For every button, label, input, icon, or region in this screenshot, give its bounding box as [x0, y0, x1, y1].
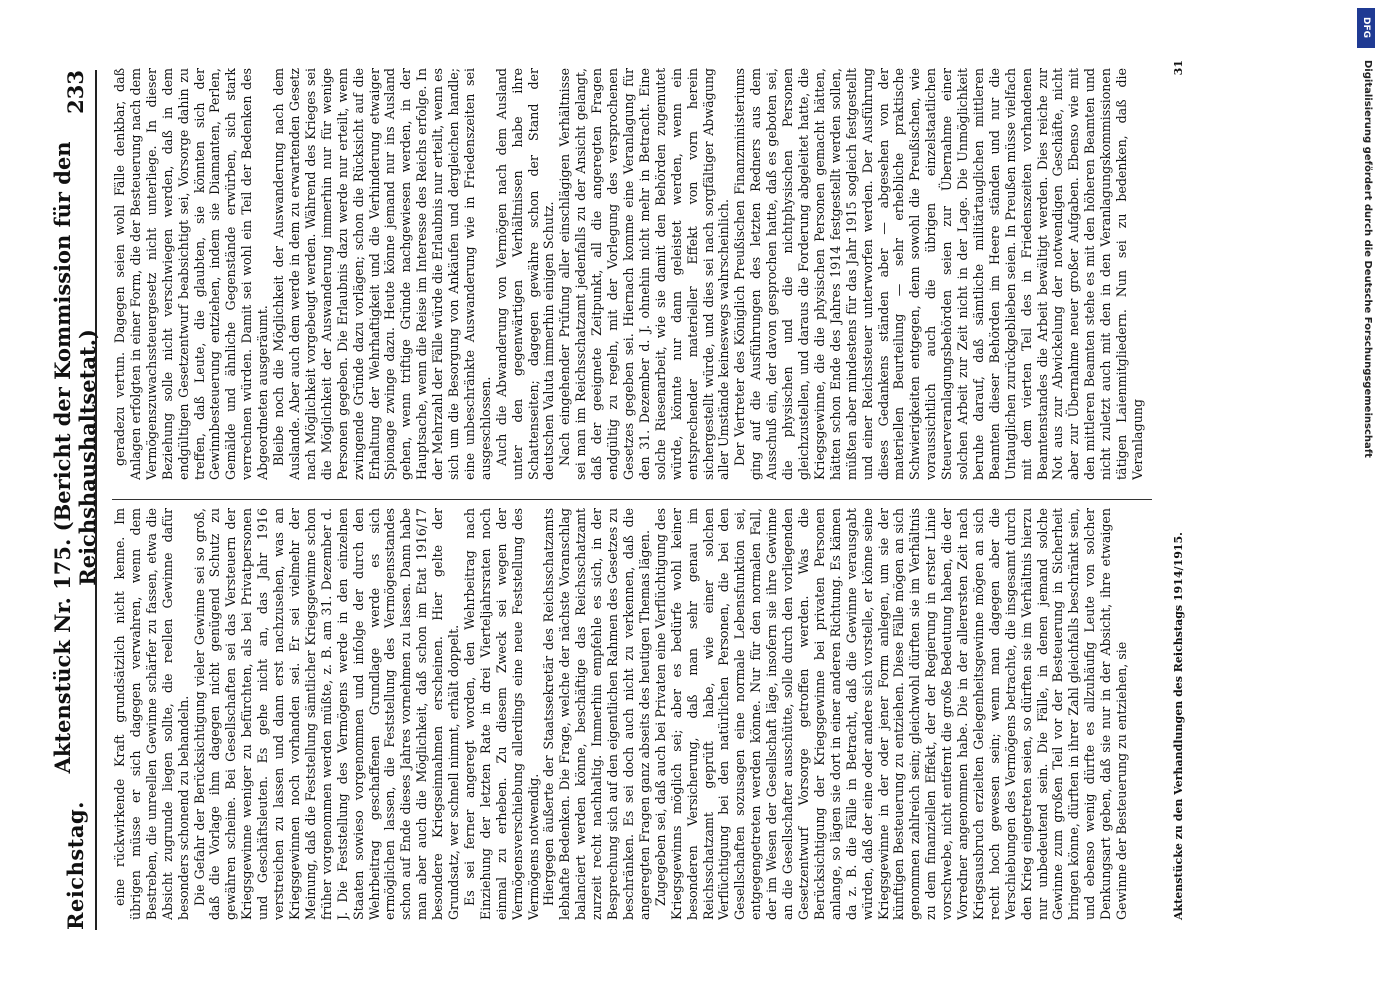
column-divider: [112, 499, 1152, 500]
paragraph: Die Gefahr der Berücksichtigung vieler Gewinne sei so groß, daß die Vorlage ihm dagegen nicht genügend Schutz zu gewähren scheine. Bei Gesellschaften sei das Versteuern der Kriegsgewinne weniger zu befürchten, als bei Privatpersonen und Geschäftsleuten. Es gehe nicht an, das Jahr 1916 verstreichen zu lassen und dann erst nachzusehen, was an Kriegsgewinnen noch vorhanden sei. Er sei vielmehr der Meinung, daß die Feststellung sämtlicher Kriegsgewinne schon früher vorgenommen werden müßte, z. B. am 31. Dezember d. J. Die Feststellung des Vermögens werde in den einzelnen Staaten sowieso vorgenommen und infolge der durch den Wehrbeitrag geschaffenen Grundlage werde es sich ermöglichen lassen, die Feststellung des Vermögensstandes schon auf Ende dieses Jahres vornehmen zu lassen. Dann habe man aber auch die Möglichkeit, daß schon im Etat 1916/17 besondere Kriegseinnahmen erscheinen. Hier gelte der Grundsatz, wer schnell nimmt, erhält doppelt.: [191, 508, 462, 920]
page-footer: [1172, 60, 1192, 920]
paragraph: Nach eingehender Prüfung aller einschlägigen Verhältnisse sei man im Reichsschatzamt jedenfalls zu der Ansicht gelangt, daß der geeignete Zeitpunkt, all die angeregten Fragen endgültig zu regeln, mit der Vorlegung des versprochenen Gesetzes gegeben sei. Hiernach komme eine Veranlagung für den 31. Dezember d. J. ohnehin nicht mehr in Betracht. Eine solche Riesenarbeit, wie sie damit den Behörden zugemutet würde, könnte nur dann geleistet werden, wenn ein entsprechender materieller Effekt von vorn herein sichergestellt würde, und dies sei nach sorgfältiger Abwägung aller Umstände keineswegs wahrscheinlich.: [557, 68, 732, 480]
left-column: [112, 508, 1157, 920]
paragraph: eine rückwirkende Kraft grundsätzlich nicht kenne. Im übrigen müsse er sich dagegen verwahren, wenn dem Bestreben, die unreellen Gewinne schärfer zu fassen, etwa die Absicht zugrunde liegen sollte, die reellen Gewinne dafür besonders schonend zu behandeln.: [112, 508, 191, 920]
paragraph: Zugegeben sei, daß auch bei Privaten eine Verflüchtigung des Kriegsgewinns möglich sei; aber es bedürfe wohl keiner besonderen Versicherung, daß man sehr genau im Reichsschatzamt geprüft habe, wie einer solchen Verflüchtigung bei den natürlichen Personen, die bei den Gesellschaften sozusagen eine normale Lebensfunktion sei, entgegengetreten werden könne. Nur für den normalen Fall, der im Wesen der Gesellschaft läge, insofern sie ihre Gewinne an die Gesellschafter ausschütte, solle durch den vorliegenden Gesetzentwurf Vorsorge getroffen werden. Was die Berücksichtigung der Kriegsgewinne bei privaten Personen anlange, so lägen sie dort in einer anderen Richtung. Es kämen da z. B. die Fälle in Betracht, daß die Gewinne verausgabt würden, daß der eine oder andere sich vorstelle, er könne seine Kriegsgewinne in der oder jener Form anlegen, um sie der künftigen Besteuerung zu entziehen. Diese Fälle mögen an sich genommen zahlreich sein; gleichwohl dürften sie im Verhältnis zu dem finanziellen Effekt, der der Regierung in erster Linie vorschwebe, nicht entfernt die große Bedeutung haben, die der Vorredner angenommen habe. Die in der allerersten Zeit nach Kriegsausbruch erzielten Gelegenheitsgewinne mögen an sich recht hoch gewesen sein; wenn man dagegen aber die Verschiebungen des Vermögens betrachte, die insgesamt durch den Krieg eingetreten seien, so dürften sie im Verhältnis hierzu nur unbedeutend sein. Die Fälle, in denen jemand solche Gewinne zum großen Teil vor der Besteuerung in Sicherheit bringen könne, dürften in ihrer Zahl gleichfalls beschränkt sein, und ebenso wenig dürfte es allzuhäufig Leute von solcher Denkungsart geben, daß sie nur in der Absicht, ihre etwaigen Gewinne der Besteuerung zu entziehen, sie: [652, 508, 1130, 920]
paragraph: Bleibe noch die Möglichkeit der Auswanderung nach dem Auslande. Aber auch dem werde in dem zu erwartenden Gesetz nach Möglichkeit vorgebeugt werden. Während des Krieges sei die Möglichkeit der Auswanderung immerhin nur für wenige Personen gegeben. Die Erlaubnis dazu werde nur erteilt, wenn zwingende Gründe dazu vorlägen; schon die Rücksicht auf die Erhaltung der Wehrhaftigkeit und die Verhinderung etwaiger Spionage zwinge dazu. Heute könne jemand nur ins Ausland gehen, wenn triftige Gründe nachgewiesen werden, in der Hauptsache, wenn die Reise im Interesse des Reichs erfolge. In der Mehrzahl der Fälle würde die Erlaubnis nur erteilt, wenn es sich um die Besorgung von Ankäufen und dergleichen handle; eine unbeschränkte Auswanderung wie in Friedenszeiten sei ausgeschlossen.: [271, 68, 493, 480]
header-left: Reichstag.: [62, 801, 88, 930]
header-title: Aktenstück Nr. 175. (Bericht der Kommission für den Reichshaushaltsetat.): [50, 141, 100, 774]
footer-signature: 31: [1172, 60, 1185, 76]
paragraph: geradezu vertun. Dagegen seien wohl Fälle denkbar, daß Anlagen erfolgten in einer Form, die der Besteuerung nach dem Vermögenszuwachssteuergesetz nicht unterliege. In dieser Beziehung solle nicht verschwiegen werden, daß in dem endgültigen Gesetzentwurf beabsichtigt sei, Vorsorge dahin zu treffen, daß Leute, die glaubten, sie könnten sich der Gewinnbesteuerung entziehen, indem sie Diamanten, Perlen, Gemälde und ähnliche Gegenstände erwürben, sich stark verrechnen würden. Damit sei wohl ein Teil der Bedenken des Abgeordneten ausgeräumt.: [112, 68, 271, 480]
footer-source: Aktenstücke zu den Verhandlungen des Reichstags 1914/1915.: [1172, 532, 1185, 920]
paragraph: Auch die Abwanderung von Vermögen nach dem Ausland unter den gegenwärtigen Verhältnissen habe ihre Schattenseiten; dagegen gewähre schon der Stand der deutschen Valuta immerhin einigen Schutz.: [493, 68, 557, 480]
dfg-logo-icon: DFG: [1357, 8, 1375, 48]
digitization-credit: Digitalisierung gefördert durch die Deutsche Forschungsgemeinschaft: [1362, 60, 1373, 458]
right-column: [112, 68, 1157, 480]
paragraph: Hiergegen äußerte der Staatssekretär des Reichsschatzamts lebhafte Bedenken. Die Frage, welche der nächste Voranschlag balanciert werden könne, beschäftige das Reichsschatzamt zurzeit recht nachhaltig. Immerhin empfehle es sich, in der Besprechung sich auf den eigentlichen Rahmen des Gesetzes zu beschränken. Es sei doch auch nicht zu verkennen, daß die angeregten Fragen ganz abseits des heutigen Themas lägen.: [541, 508, 652, 920]
paragraph: Es sei ferner angeregt worden, den Wehrbeitrag nach Einziehung der letzten Rate in drei Vierteljahrsraten noch einmal zu erheben. Zu diesem Zweck sei wegen der Vermögensverschiebung allerdings eine neue Feststellung des Vermögens notwendig.: [461, 508, 541, 920]
page-header: [50, 70, 100, 930]
paragraph: Der Vertreter des Königlich Preußischen Finanzministeriums ging auf die Ausführungen des letzten Redners aus dem Ausschuß ein, der davon gesprochen hatte, daß es geboten sei, die physischen und die nichtphysischen Personen gleichzustellen, und daraus die Forderung abgeleitet hatte, die Kriegsgewinne, die die physischen Personen gemacht hätten, hätten schon Ende des Jahres 1914 festgestellt werden sollen, müßten aber mindestens für das Jahr 1915 sogleich festgestellt und einer Reichssteuer unterworfen werden. Der Ausführung dieses Gedankens ständen aber — abgesehen von der materiellen Beurteilung — sehr erhebliche praktische Schwierigkeiten entgegen, denn sowohl die Preußischen, wie voraussichtlich auch die übrigen einzelstaatlichen Steuerveranlagungsbehörden seien zur Übernahme einer solchen Arbeit zur Zeit nicht in der Lage. Die Unmöglichkeit beruhe darauf, daß sämtliche militärtauglichen mittleren Beamten dieser Behörden im Heere ständen und nur die Untauglichen zurückgeblieben seien. In Preußen müsse vielfach mit dem vierten Teil des in Friedenszeiten vorhandenen Beamtenstandes die Arbeit bewältigt werden. Dies reiche zur Not aus zur Abwickelung der notwendigen Geschäfte, nicht aber zur Übernahme neuer großer Aufgaben. Ebenso wie mit den mittleren Beamten stehe es mit den höheren Beamten und nicht zuletzt auch mit den in den Veranlagungskommissionen tätigen Laienmitgliedern. Nun sei zu bedenken, daß die Veranlagung: [732, 68, 1145, 480]
page-number: 233: [62, 70, 88, 114]
